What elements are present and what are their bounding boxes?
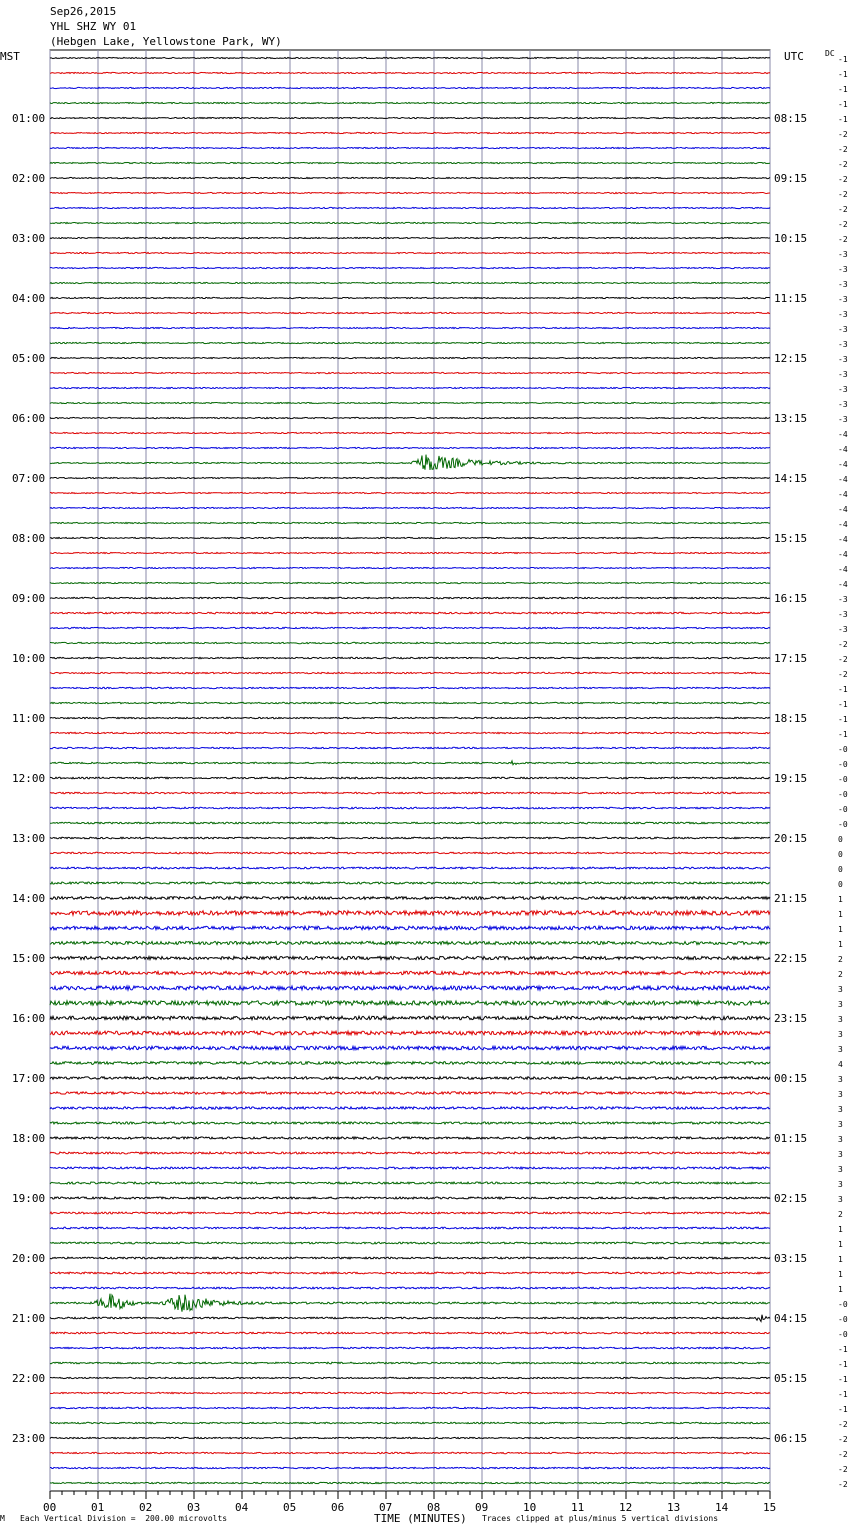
right-hour-label: 03:15 (774, 1252, 808, 1265)
clip-note: Traces clipped at plus/minus 5 vertical divisions (482, 1514, 719, 1523)
dc-offset-label: -4 (838, 460, 848, 469)
seismic-trace (50, 1062, 770, 1065)
x-tick-label: 15 (763, 1501, 777, 1514)
dc-offset-label: -2 (838, 1450, 848, 1459)
dc-offset-label: -0 (838, 775, 848, 784)
left-hour-label: 16:00 (12, 1012, 46, 1025)
seismic-trace (50, 956, 770, 959)
right-hour-label: 09:15 (774, 172, 808, 185)
seismic-trace (50, 687, 770, 688)
seismic-trace (50, 807, 770, 809)
dc-offset-label: -1 (838, 730, 848, 739)
seismic-trace (50, 941, 770, 944)
seismic-trace (50, 147, 770, 148)
seismic-trace (50, 1332, 770, 1334)
seismic-trace (50, 1001, 770, 1005)
seismic-trace (50, 1294, 770, 1312)
dc-offset-label: 1 (838, 1240, 843, 1249)
right-hour-label: 18:15 (774, 712, 808, 725)
seismic-trace (50, 747, 770, 748)
seismic-trace (50, 1107, 770, 1109)
seismic-trace (50, 1031, 770, 1035)
dc-offset-label: 0 (838, 865, 843, 874)
seismic-trace (50, 837, 770, 839)
x-tick-label: 00 (43, 1501, 57, 1514)
seismic-trace (50, 1122, 770, 1124)
seismic-trace (50, 1422, 770, 1423)
dc-offset-label: -3 (838, 610, 848, 619)
dc-offset-label: -3 (838, 595, 848, 604)
dc-offset-label: -2 (838, 235, 848, 244)
seismic-trace (50, 117, 770, 118)
dc-offset-label: -1 (838, 70, 848, 79)
dc-offset-label: -0 (838, 760, 848, 769)
dc-offset-label: -4 (838, 490, 848, 499)
dc-offset-label: -2 (838, 1420, 848, 1429)
right-hour-label: 22:15 (774, 952, 808, 965)
left-hour-label: 09:00 (12, 592, 46, 605)
dc-offset-label: -3 (838, 385, 848, 394)
dc-offset-label: -3 (838, 250, 848, 259)
dc-offset-label: -2 (838, 220, 848, 229)
dc-offset-label: 1 (838, 940, 843, 949)
dc-offset-label: 3 (838, 1105, 843, 1114)
dc-offset-label: -1 (838, 685, 848, 694)
dc-offset-label: 3 (838, 1045, 843, 1054)
right-hour-label: 16:15 (774, 592, 808, 605)
seismic-trace (50, 252, 770, 253)
dc-offset-label: 0 (838, 880, 843, 889)
right-hour-label: 10:15 (774, 232, 808, 245)
right-hour-label: 08:15 (774, 112, 808, 125)
seismic-trace (50, 627, 770, 628)
dc-offset-label: -1 (838, 1360, 848, 1369)
seismic-trace (50, 612, 770, 614)
x-tick-label: 13 (667, 1501, 681, 1514)
dc-offset-label: 2 (838, 970, 843, 979)
seismic-trace (50, 1315, 770, 1322)
dc-offset-label: -2 (838, 130, 848, 139)
seismic-trace (50, 1272, 770, 1274)
seismic-trace (50, 1377, 770, 1378)
seismic-trace (50, 222, 770, 223)
seismic-trace (50, 372, 770, 373)
dc-offset-label: 2 (838, 955, 843, 964)
left-hour-label: 06:00 (12, 412, 46, 425)
right-hour-label: 00:15 (774, 1072, 808, 1085)
seismic-trace (50, 192, 770, 193)
dc-offset-label: 3 (838, 1165, 843, 1174)
dc-offset-label: -2 (838, 670, 848, 679)
right-hour-label: 21:15 (774, 892, 808, 905)
dc-offset-label: -2 (838, 1465, 848, 1474)
dc-offset-label: -4 (838, 535, 848, 544)
seismic-trace (50, 1227, 770, 1229)
dc-offset-label: -3 (838, 295, 848, 304)
left-hour-label: 10:00 (12, 652, 46, 665)
dc-offset-label: -3 (838, 370, 848, 379)
seismic-trace (50, 1137, 770, 1139)
right-hour-label: 19:15 (774, 772, 808, 785)
right-hour-label: 20:15 (774, 832, 808, 845)
dc-offset-label: 3 (838, 1180, 843, 1189)
left-hour-label: 07:00 (12, 472, 46, 485)
dc-offset-label: 3 (838, 1000, 843, 1009)
seismic-trace (50, 1242, 770, 1244)
seismic-trace (50, 522, 770, 523)
seismic-traces (50, 57, 770, 1483)
dc-offset-label: -2 (838, 1435, 848, 1444)
left-hour-label: 22:00 (12, 1372, 46, 1385)
dc-offset-label: -3 (838, 625, 848, 634)
seismic-trace (50, 507, 770, 508)
dc-offset-label: 3 (838, 1090, 843, 1099)
seismic-trace (50, 1182, 770, 1184)
right-hour-label: 15:15 (774, 532, 808, 545)
dc-offset-label: 1 (838, 1270, 843, 1279)
seismic-trace (50, 237, 770, 238)
seismic-trace (50, 822, 770, 824)
left-timezone-label: MST (0, 50, 20, 63)
left-hour-label: 12:00 (12, 772, 46, 785)
dc-offset-label: -2 (838, 145, 848, 154)
seismic-trace (50, 267, 770, 268)
dc-offset-label: 3 (838, 1135, 843, 1144)
seismic-trace (50, 1152, 770, 1154)
seismic-trace (50, 1392, 770, 1393)
seismic-trace (50, 447, 770, 448)
right-hour-label: 01:15 (774, 1132, 808, 1145)
dc-offset-label: -3 (838, 280, 848, 289)
dc-offset-label: -1 (838, 85, 848, 94)
seismic-trace (50, 455, 770, 470)
seismic-trace (50, 971, 770, 974)
seismic-trace (50, 852, 770, 854)
seismic-trace (50, 1092, 770, 1094)
seismic-trace (50, 657, 770, 658)
dc-offset-label: -2 (838, 640, 848, 649)
right-hour-label: 23:15 (774, 1012, 808, 1025)
dc-offset-label: 1 (838, 910, 843, 919)
seismic-trace (50, 882, 770, 884)
dc-offset-label: -0 (838, 820, 848, 829)
dc-offset-label: -0 (838, 1300, 848, 1309)
dc-offset-label: 3 (838, 1030, 843, 1039)
x-tick-label: 03 (187, 1501, 201, 1514)
dc-offset-label: 3 (838, 1075, 843, 1084)
dc-offset-label: -0 (838, 805, 848, 814)
x-tick-label: 07 (379, 1501, 393, 1514)
dc-offset-label: -0 (838, 1315, 848, 1324)
seismic-trace (50, 597, 770, 598)
x-tick-label: 14 (715, 1501, 729, 1514)
x-tick-label: 02 (139, 1501, 153, 1514)
seismic-trace (50, 102, 770, 103)
corner-mark: M (0, 1514, 5, 1523)
seismic-trace (50, 207, 770, 208)
dc-offset-label: -4 (838, 505, 848, 514)
seismic-trace (50, 1077, 770, 1080)
dc-offset-label: 0 (838, 850, 843, 859)
dc-offset-label: 3 (838, 1015, 843, 1024)
dc-offset-label: 3 (838, 1150, 843, 1159)
dc-offset-label: -1 (838, 1375, 848, 1384)
dc-offset-label: -4 (838, 550, 848, 559)
dc-offset-label: -1 (838, 1345, 848, 1354)
left-hour-label: 05:00 (12, 352, 46, 365)
right-hour-label: 14:15 (774, 472, 808, 485)
left-hour-label: 02:00 (12, 172, 46, 185)
dc-offset-label: -1 (838, 55, 848, 64)
seismic-trace (50, 672, 770, 673)
station-code: YHL SHZ WY 01 (50, 20, 137, 33)
dc-offset-label: -0 (838, 790, 848, 799)
seismic-trace (50, 986, 770, 990)
station-location: (Hebgen Lake, Yellowstone Park, WY) (50, 35, 282, 48)
x-tick-label: 09 (475, 1501, 489, 1514)
left-hour-label: 14:00 (12, 892, 46, 905)
seismic-trace (50, 312, 770, 313)
dc-offset-label: -4 (838, 445, 848, 454)
seismic-trace (50, 1362, 770, 1364)
x-tick-label: 12 (619, 1501, 633, 1514)
seismic-trace (50, 1452, 770, 1453)
left-hour-label: 21:00 (12, 1312, 46, 1325)
seismic-trace (50, 1167, 770, 1169)
x-axis-title: TIME (MINUTES) (374, 1512, 467, 1525)
seismic-trace (50, 1287, 770, 1289)
dc-offset-label: 1 (838, 1255, 843, 1264)
seismic-trace (50, 897, 770, 900)
left-hour-label: 08:00 (12, 532, 46, 545)
x-tick-label: 01 (91, 1501, 105, 1514)
seismic-trace (50, 1467, 770, 1468)
x-tick-label: 05 (283, 1501, 297, 1514)
dc-offset-label: -3 (838, 265, 848, 274)
dc-offset-label: 1 (838, 1285, 843, 1294)
seismic-trace (50, 87, 770, 88)
seismic-trace (50, 342, 770, 343)
right-hour-label: 02:15 (774, 1192, 808, 1205)
seismic-trace (50, 492, 770, 493)
seismic-trace (50, 567, 770, 568)
dc-offset-label: -3 (838, 415, 848, 424)
seismic-trace (50, 537, 770, 538)
dc-offset-label: 3 (838, 1195, 843, 1204)
dc-offset-label: 0 (838, 835, 843, 844)
dc-offset-label: -2 (838, 190, 848, 199)
left-hour-label: 19:00 (12, 1192, 46, 1205)
left-hour-label: 11:00 (12, 712, 46, 725)
seismic-trace (50, 1016, 770, 1020)
seismic-trace (50, 57, 770, 58)
x-tick-label: 10 (523, 1501, 537, 1514)
dc-offset-label: 2 (838, 1210, 843, 1219)
seismic-trace (50, 867, 770, 869)
dc-offset-label: -3 (838, 400, 848, 409)
plot-date: Sep26,2015 (50, 5, 117, 18)
left-hour-label: 23:00 (12, 1432, 46, 1445)
seismic-trace (50, 162, 770, 163)
seismic-trace (50, 432, 770, 433)
right-hour-label: 13:15 (774, 412, 808, 425)
dc-offset-label: -3 (838, 340, 848, 349)
seismic-trace (50, 717, 770, 718)
left-hour-label: 15:00 (12, 952, 46, 965)
seismic-trace (50, 911, 770, 915)
seismic-trace (50, 1257, 770, 1259)
dc-offset-label: -4 (838, 520, 848, 529)
seismic-trace (50, 1482, 770, 1483)
minute-grid (50, 50, 770, 1499)
dc-offset-label: -4 (838, 430, 848, 439)
seismic-trace (50, 297, 770, 298)
dc-offset-label: -4 (838, 565, 848, 574)
right-timezone-label: UTC (784, 50, 804, 63)
dc-offset-label: 1 (838, 925, 843, 934)
dc-offset-label: -4 (838, 475, 848, 484)
dc-offset-label: -1 (838, 1390, 848, 1399)
seismic-trace (50, 1212, 770, 1214)
x-tick-label: 11 (571, 1501, 585, 1514)
dc-offset-label: -2 (838, 655, 848, 664)
left-hour-label: 01:00 (12, 112, 46, 125)
left-hour-label: 20:00 (12, 1252, 46, 1265)
dc-offset-label: -3 (838, 325, 848, 334)
scale-note: Each Vertical Division = 200.00 microvolts (20, 1514, 228, 1523)
left-hour-label: 13:00 (12, 832, 46, 845)
right-hour-label: 06:15 (774, 1432, 808, 1445)
dc-offset-label: -0 (838, 745, 848, 754)
dc-offset-label: 3 (838, 985, 843, 994)
dc-offset-label: -2 (838, 205, 848, 214)
x-tick-label: 08 (427, 1501, 441, 1514)
dc-offset-label: -2 (838, 175, 848, 184)
dc-offset-label: -3 (838, 310, 848, 319)
dc-offset-label: -2 (838, 160, 848, 169)
dc-offset-label: -1 (838, 115, 848, 124)
right-hour-label: 11:15 (774, 292, 808, 305)
seismic-trace (50, 177, 770, 178)
dc-offset-label: -0 (838, 1330, 848, 1339)
dc-offset-label: -1 (838, 100, 848, 109)
left-hour-label: 17:00 (12, 1072, 46, 1085)
dc-offset-label: 3 (838, 1120, 843, 1129)
dc-offset-label: 1 (838, 895, 843, 904)
plot-frame (50, 50, 770, 1491)
left-hour-label: 04:00 (12, 292, 46, 305)
seismic-trace (50, 642, 770, 643)
dc-offset-label: 1 (838, 1225, 843, 1234)
seismic-trace (50, 777, 770, 779)
seismic-trace (50, 792, 770, 794)
dc-offset-label: -3 (838, 355, 848, 364)
seismic-trace (50, 1437, 770, 1438)
dc-offset-label: -1 (838, 700, 848, 709)
seismic-trace (50, 1407, 770, 1408)
seismic-trace (50, 357, 770, 358)
right-hour-label: 17:15 (774, 652, 808, 665)
seismic-trace (50, 1046, 770, 1050)
seismic-trace (50, 72, 770, 73)
seismic-trace (50, 732, 770, 733)
seismic-trace (50, 477, 770, 478)
dc-offset-label: -4 (838, 580, 848, 589)
dc-offset-label: -2 (838, 1480, 848, 1489)
right-hour-label: 05:15 (774, 1372, 808, 1385)
seismic-trace (50, 402, 770, 403)
seismic-trace (50, 1197, 770, 1199)
seismic-trace (50, 327, 770, 328)
x-tick-label: 06 (331, 1501, 345, 1514)
left-hour-label: 03:00 (12, 232, 46, 245)
dc-label: DC (825, 49, 835, 58)
seismic-trace (50, 387, 770, 388)
seismic-trace (50, 132, 770, 133)
right-hour-label: 04:15 (774, 1312, 808, 1325)
seismic-trace (50, 582, 770, 583)
seismic-trace (50, 552, 770, 553)
right-hour-label: 12:15 (774, 352, 808, 365)
seismic-trace (50, 282, 770, 283)
seismic-trace (50, 702, 770, 703)
left-hour-label: 18:00 (12, 1132, 46, 1145)
x-tick-label: 04 (235, 1501, 249, 1514)
dc-offset-label: -1 (838, 715, 848, 724)
seismic-trace (50, 926, 770, 930)
seismic-trace (50, 417, 770, 418)
dc-offset-label: -1 (838, 1405, 848, 1414)
dc-offset-label: 4 (838, 1060, 843, 1069)
seismic-trace (50, 761, 770, 765)
seismic-trace (50, 1347, 770, 1349)
